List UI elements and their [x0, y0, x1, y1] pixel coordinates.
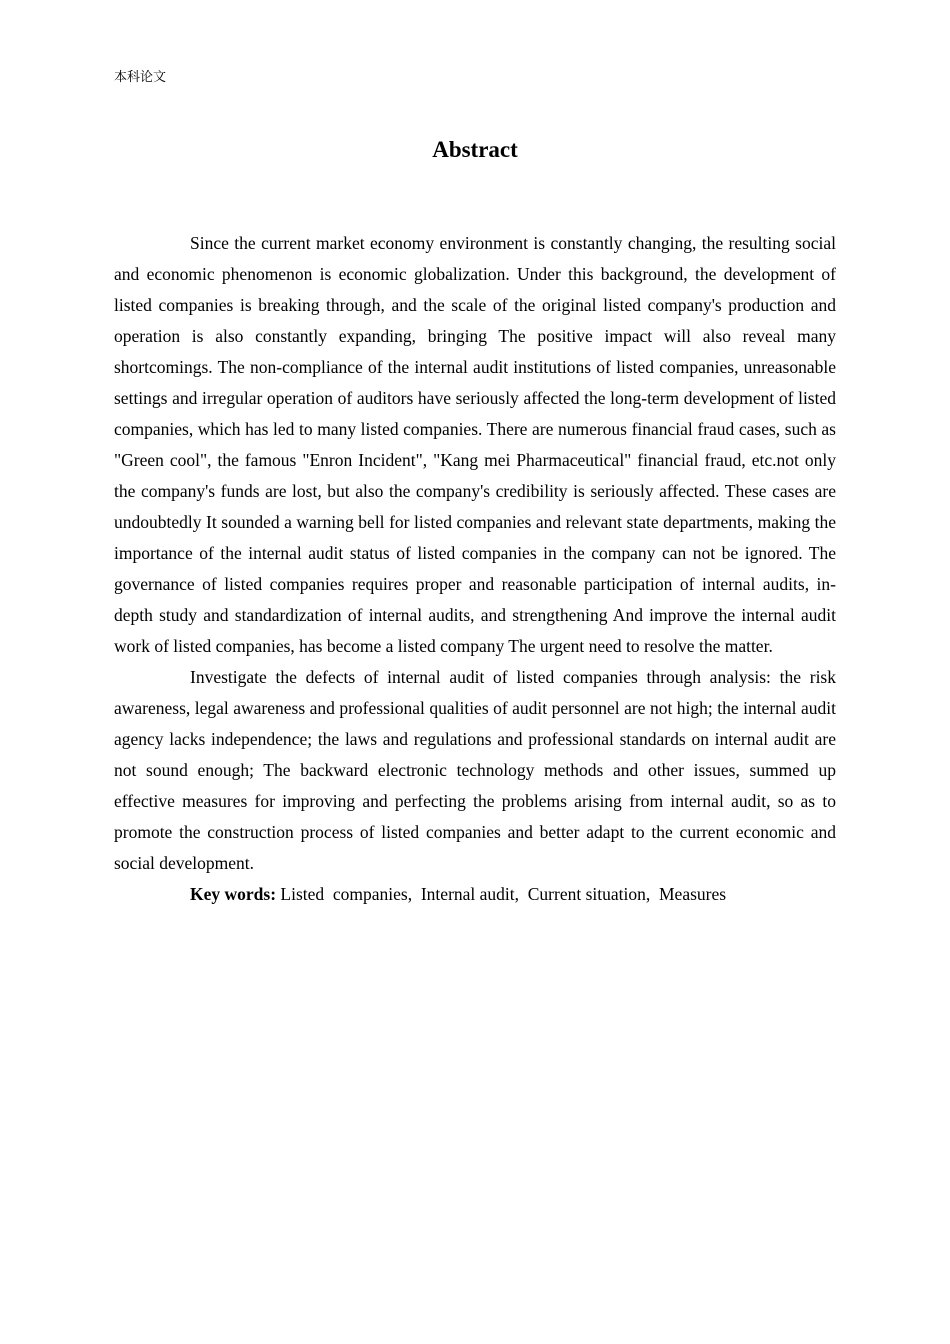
keywords-line [114, 879, 836, 910]
running-header: 本科论文 [114, 70, 167, 85]
abstract-paragraph-2: Investigate the defects of internal audit of listed companies through analysis: the risk awareness, legal awareness and professional qualities of audit personnel are not high; the internal audit agency lacks independence; the laws and regulations and professional standards on internal audit are not sound enough; The backward electronic technology methods and other issues, summed up effective measures for improving and perfecting the problems arising from internal audit, so as to promote the construction process of listed companies and better adapt to the current economic and social development. [114, 667, 836, 873]
abstract-paragraph-1: Since the current market economy environment is constantly changing, the resulting social and economic phenomenon is economic globalization. Under this background, the development of listed companies is breaking through, and the scale of the original listed company's production and operation is also constantly expanding, bringing The positive impact will also reveal many shortcomings. The non-compliance of the internal audit institutions of listed companies, unreasonable settings and irregular operation of auditors have seriously affected the long-term development of listed companies, which has led to many listed companies. There are numerous financial fraud cases, such as "Green cool", the famous "Enron Incident", "Kang mei Pharmaceutical" financial fraud, etc.not only the company's funds are lost, but also the company's credibility is seriously affected. These cases are undoubtedly It sounded a warning bell for listed companies and relevant state departments, making the importance of the internal audit status of listed companies in the company can not be ignored. The governance of listed companies requires proper and reasonable participation of internal audits, in-depth study and standardization of internal audits, and strengthening And improve the internal audit work of listed companies, has become a listed company The urgent need to resolve the matter. [114, 233, 836, 656]
keywords-list: Listed companies, Internal audit, Current situation, Measures [276, 884, 727, 904]
abstract-body [114, 228, 836, 910]
abstract-title: Abstract [432, 137, 518, 162]
keywords-label: Key words: [190, 884, 277, 904]
